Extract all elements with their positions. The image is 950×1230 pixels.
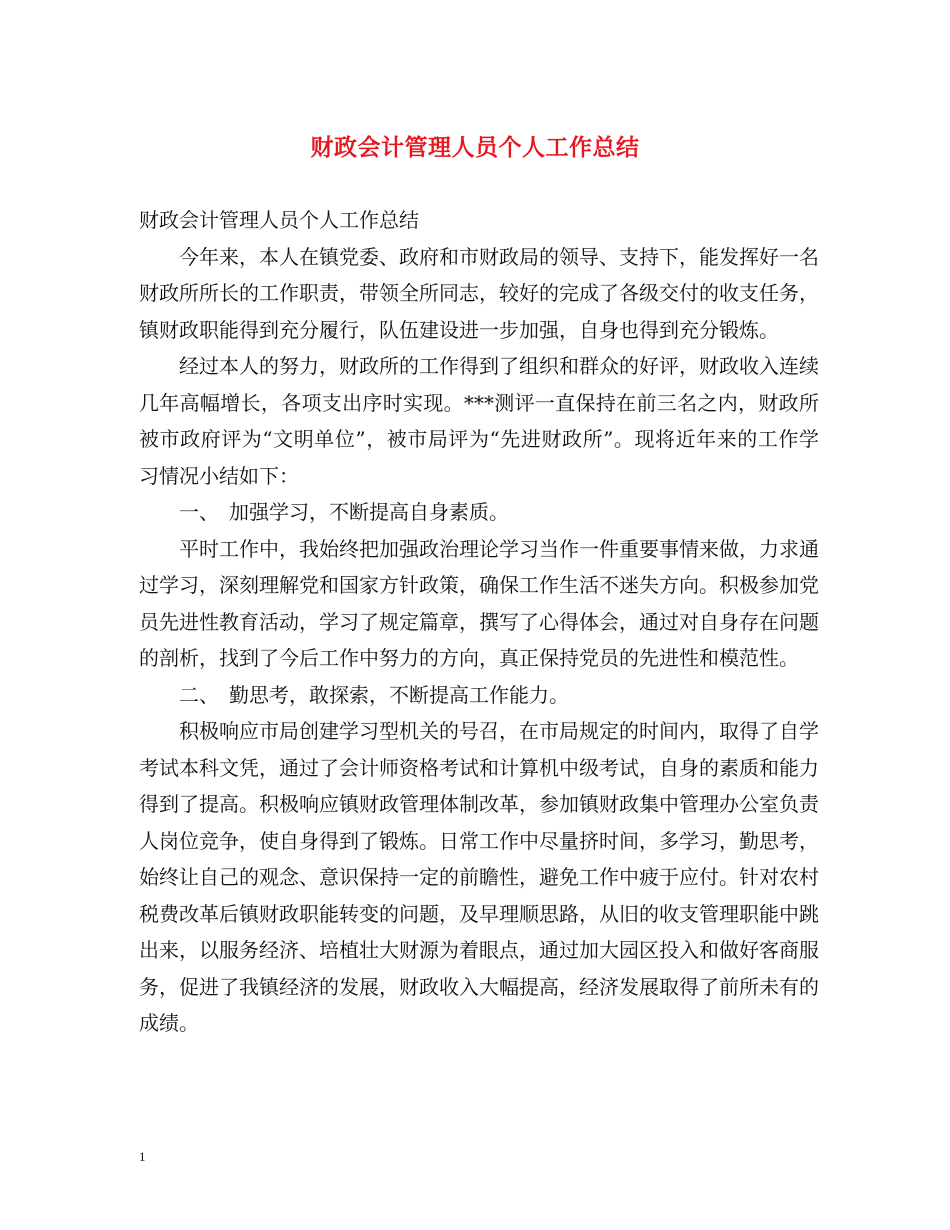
body-heading-line: 财政会计管理人员个人工作总结 [139,208,419,232]
document-body [139,202,819,1042]
paragraph-study: 平时工作中，我始终把加强政治理论学习当作一件重要事情来做，力求通过学习，深刻理解党和国家方针政策，确保工作生活不迷失方向。积极参加党员先进性教育活动，学习了规定篇章，撰写了心得体会，通过对自身存在问题的剖析，找到了今后工作中努力的方向，真正保持党员的先进性和模范性。 [139,536,819,670]
section-heading-2: 二、 勤思考，敢探索，不断提高工作能力。 [179,682,569,707]
paragraph-achievements: 经过本人的努力，财政所的工作得到了组织和群众的好评，财政收入连续几年高幅增长，各项支出序时实现。***测评一直保持在前三名之内，财政所被市政府评为“文明单位”，被市局评为“先进财政所”。现将近年来的工作学习情况小结如下： [139,354,819,488]
page-number: 1 [139,1149,146,1164]
paragraph-ability: 积极响应市局创建学习型机关的号召，在市局规定的时间内，取得了自学考试本科文凭，通过了会计师资格考试和计算机中级考试，自身的素质和能力得到了提高。积极响应镇财政管理体制改革，参加镇财政集中管理办公室负责人岗位竞争，使自身得到了锻炼。日常工作中尽量挤时间，多学习，勤思考，始终让自己的观念、意识保持一定的前瞻性，避免工作中疲于应付。针对农村税费改革后镇财政职能转变的问题，及早理顺思路，从旧的收支管理职能中跳出来，以服务经济、培植壮大财源为着眼点，通过加大园区投入和做好客商服务，促进了我镇经济的发展，财政收入大幅提高，经济发展取得了前所未有的成绩。 [139,719,819,1035]
document-title: 财政会计管理人员个人工作总结 [310,134,640,161]
paragraph-intro: 今年来，本人在镇党委、政府和市财政局的领导、支持下，能发挥好一名财政所所长的工作职责，带领全所同志，较好的完成了各级交付的收支任务，镇财政职能得到充分履行，队伍建设进一步加强，自身也得到充分锻炼。 [139,244,819,342]
section-heading-1: 一、 加强学习，不断提高自身素质。 [179,500,509,524]
